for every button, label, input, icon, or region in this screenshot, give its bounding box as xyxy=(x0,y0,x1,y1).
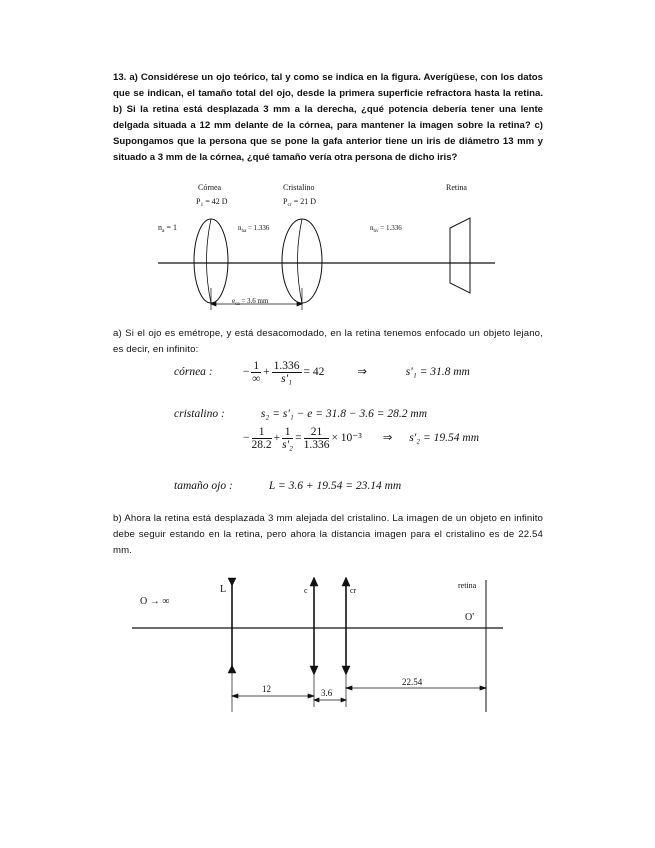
cristalino-step1: cristalino : s₂ = s'₁ − e = 31.8 − 3.6 = 28.2 mm xyxy=(174,408,428,420)
fig2-lens-c-label: c xyxy=(304,586,308,595)
problem-text: a) Considérese un ojo teórico, tal y como se indica en la figura. Averígüese, con los datos que se indican, el tamaño total del ojo, desde la primera superficie refractora hasta la retina. b) Si la retina está desplazada 3 mm a la derecha, ¿qué potencia debería tener una lente delgada situada a 12 mm delante de la córnea, para mantener la imagen sobre la retina? c) Supongamos que la persona que se pone la gafa anterior tiene un iris de diámetro 13 mm y situado a 3 mm de la córnea, ¿qué tamaño vería otra persona de dicho iris? xyxy=(113,72,543,163)
fig1-cristalino-label: Cristalino xyxy=(283,183,315,192)
fig2-lens-cr-label: cr xyxy=(350,586,357,595)
part-b-intro: b) Ahora la retina está desplazada 3 mm alejada del cristalino. La imagen de un objeto en infinito debe seguir estando en la retina, pero ahora la distancia imagen para el cristalino es de 22.54 mm. xyxy=(113,513,543,556)
fig2-lens-cr xyxy=(342,577,350,675)
cristalino-equation: − $\frac{1}{28.2}$ + $\frac{1}{\text{s'₂}}$ = $\frac{21}{1.336}$ × 10⁻³ ⇒ s'₂ = 19.54 mm xyxy=(243,426,480,451)
fig1-cristalino-power: $P_{cr} = 21$ D xyxy=(283,197,317,208)
problem-number: 13. xyxy=(113,72,127,83)
fig2-dist-3-6: 3.6 xyxy=(321,688,333,698)
fig1-n-vitreous: $n_{hv} = 1.336$ xyxy=(370,224,402,234)
eye-size-equation: tamaño ojo : L = 3.6 + 19.54 = 23.14 mm xyxy=(174,480,402,492)
fig2-image-label: O' xyxy=(465,612,475,623)
fig1-n-air: $n_a = 1$ xyxy=(158,223,177,234)
part-a-intro: a) Si el ojo es emétrope, y está desacomodado, en la retina tenemos enfocado un objeto lejano, es decir, en infinito: xyxy=(113,328,543,355)
fig1-retina-label: Retina xyxy=(446,183,467,192)
lens-system-diagram xyxy=(128,572,508,717)
problem-statement xyxy=(113,70,543,166)
fig2-retina-label: retina xyxy=(458,581,477,590)
fig1-retina-screen xyxy=(450,218,470,293)
cornea-equation: córnea : − $\frac{1}{\infty}$ + $\frac{1.336}{\text{s'₁}}$ = 42 ⇒ s'₁ = 31.8 mm xyxy=(174,360,470,385)
eye-diagram xyxy=(150,178,500,313)
fig1-cornea-power: $P_1 = 42$ D xyxy=(196,197,228,208)
fig2-dist-22-54: 22.54 xyxy=(402,677,423,687)
fig1-e-distance-label: $e_{ca} = 3.6$ mm xyxy=(232,297,269,307)
fig2-lens-L-label: L xyxy=(220,584,227,595)
fig2-lens-c xyxy=(310,577,318,675)
fig1-n-aqueous: $n_{ha} = 1.336$ xyxy=(238,224,270,234)
fig2-dist-12: 12 xyxy=(262,684,271,694)
fig2-lens-L xyxy=(228,578,236,673)
fig1-cornea-label: Córnea xyxy=(198,183,222,192)
fig2-object-label: O → ∞ xyxy=(140,596,170,607)
